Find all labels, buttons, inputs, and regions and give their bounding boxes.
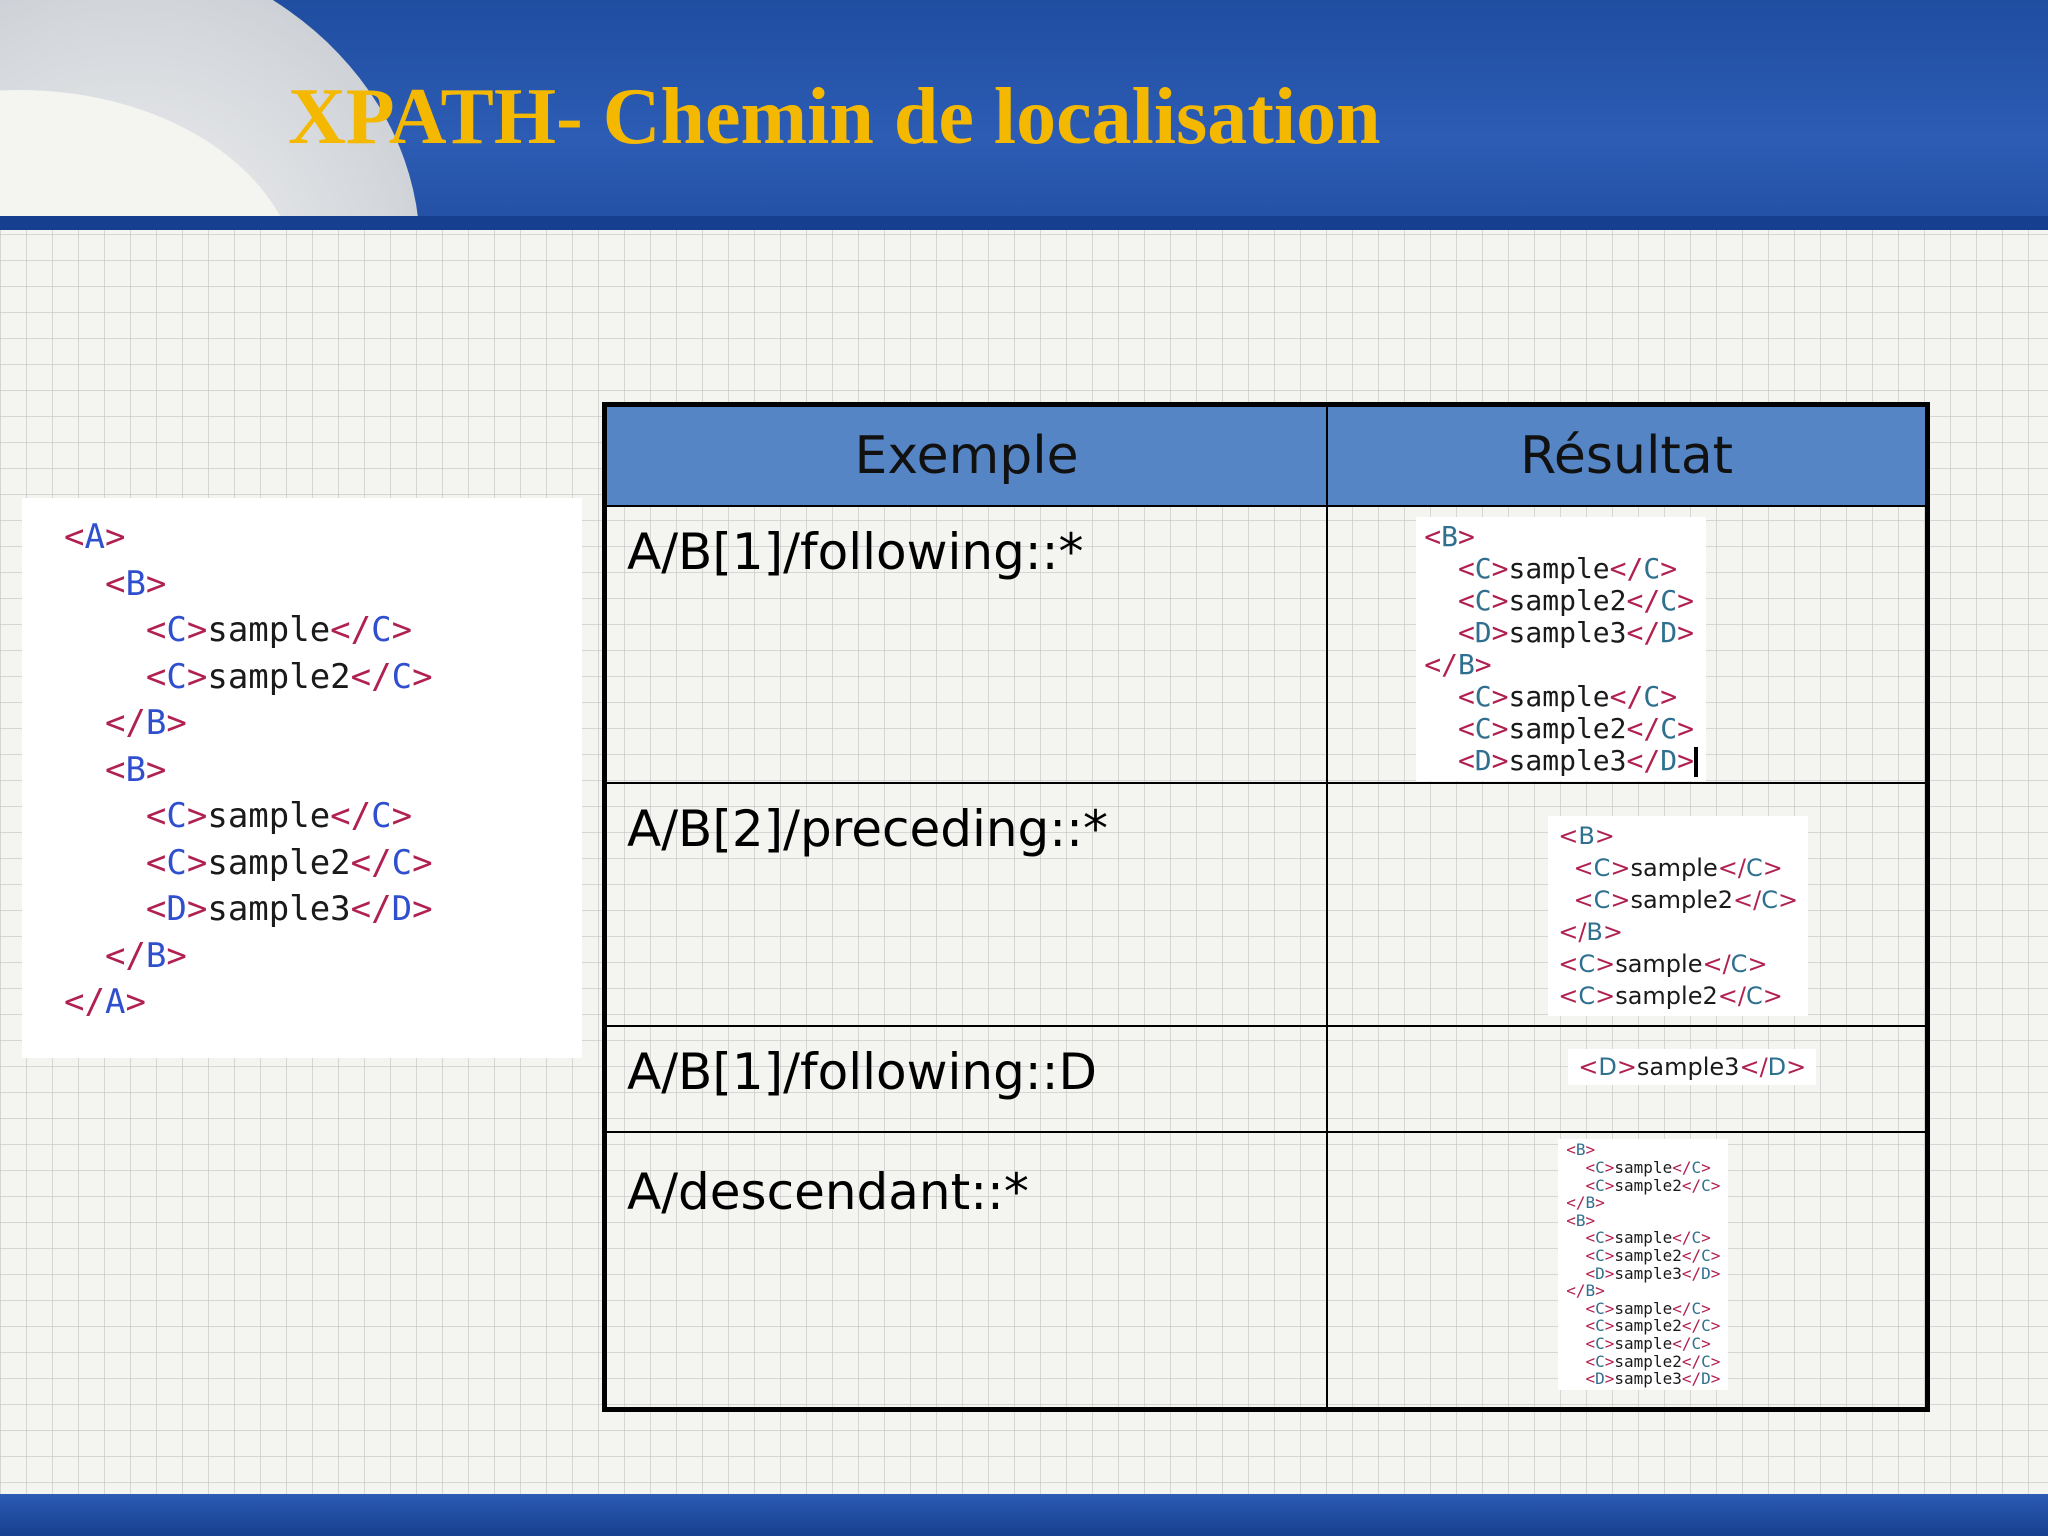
tag-bracket: > (1604, 1228, 1615, 1248)
xml-text: sample2 (207, 842, 351, 883)
tag-bracket: > (1602, 918, 1623, 947)
tag-bracket: > (1710, 1369, 1721, 1389)
xml-tag-name: A (104, 982, 126, 1022)
xml-tag-name: C (1691, 1158, 1702, 1177)
tag-bracket: < (1566, 1140, 1576, 1160)
table-row (605, 506, 1928, 783)
code-line (1566, 1370, 1720, 1388)
result-code (1568, 1049, 1816, 1085)
xml-tag-name: C (1595, 1158, 1605, 1177)
tag-bracket: > (1457, 520, 1475, 553)
code-line (1424, 585, 1698, 617)
xml-text: sample2 (1508, 712, 1627, 745)
tag-bracket: > (1595, 982, 1616, 1011)
tag-bracket: > (1474, 648, 1492, 681)
tag-bracket: </ (1681, 1245, 1702, 1265)
tag-bracket: </ (1626, 712, 1661, 745)
header-stripe (0, 216, 2048, 230)
tag-bracket: > (1604, 1158, 1615, 1177)
tag-bracket: > (1604, 1298, 1615, 1318)
tag-bracket: </ (1681, 1175, 1702, 1195)
result-code (1558, 1139, 1728, 1389)
tag-bracket: > (1610, 854, 1631, 883)
xml-tag-name: B (1575, 1210, 1586, 1230)
tag-bracket: < (145, 889, 167, 929)
xml-text: sample (1614, 1228, 1673, 1248)
xml-tag-name: D (1701, 1369, 1711, 1389)
code-line (1558, 980, 1798, 1012)
tag-bracket: > (1595, 950, 1616, 979)
tag-bracket: </ (1558, 918, 1587, 947)
tag-bracket: </ (104, 703, 146, 743)
xml-tag-name: C (1745, 854, 1763, 883)
code-line (1558, 884, 1798, 916)
tag-bracket: < (1558, 982, 1579, 1011)
xml-tag-name: C (391, 842, 413, 883)
tag-bracket: > (145, 563, 167, 604)
tag-bracket: > (1710, 1351, 1721, 1371)
tag-bracket: < (1585, 1228, 1596, 1248)
tag-bracket: > (1777, 886, 1799, 915)
code-line (1566, 1300, 1720, 1318)
code-line (1578, 1051, 1806, 1083)
tag-bracket: > (1491, 680, 1509, 713)
xml-tag-name: C (1595, 1333, 1605, 1353)
tag-bracket: < (145, 656, 167, 697)
xml-tag-name: C (1595, 1245, 1605, 1265)
code-line (1424, 649, 1698, 681)
tag-bracket: > (104, 517, 126, 557)
result-code (1548, 816, 1808, 1016)
tag-bracket: </ (330, 610, 372, 650)
code-line (1566, 1335, 1720, 1353)
tag-bracket: > (1710, 1245, 1721, 1265)
tag-bracket: > (1677, 712, 1694, 745)
xml-tag-name: B (1585, 1281, 1596, 1301)
xml-text: sample3 (1614, 1263, 1682, 1283)
code-line (64, 747, 582, 794)
code-line (1566, 1229, 1720, 1247)
xml-tag-name: C (1691, 1333, 1702, 1353)
tag-bracket: > (1595, 1193, 1605, 1213)
xml-tag-name: C (166, 796, 187, 836)
tag-bracket: < (145, 796, 167, 836)
xml-tag-name: D (1474, 616, 1492, 649)
xpath-examples-table (602, 402, 1930, 1412)
tag-bracket: < (1457, 584, 1475, 617)
xml-tag-name: C (1701, 1245, 1711, 1265)
tag-bracket: </ (1739, 1053, 1768, 1081)
tag-bracket: </ (104, 935, 146, 976)
tag-bracket: </ (1681, 1263, 1702, 1283)
xml-tag-name: C (371, 796, 392, 836)
header-exemple: Exemple (605, 405, 1328, 507)
code-line (64, 979, 582, 1026)
xml-tag-name: B (145, 935, 167, 976)
xml-tag-name: C (1593, 854, 1611, 883)
xml-tag-name: C (1701, 1316, 1711, 1336)
xml-tag-name: C (1595, 1175, 1605, 1195)
xml-text: sample2 (1630, 886, 1733, 915)
tag-bracket: > (186, 656, 208, 697)
tag-bracket: </ (330, 796, 372, 836)
xml-tag-name: C (1578, 982, 1596, 1011)
xml-tag-name: B (1457, 648, 1475, 681)
xml-tag-name: B (1441, 520, 1458, 553)
xml-text: sample2 (1508, 584, 1627, 617)
tag-bracket: </ (1681, 1369, 1702, 1389)
xpath-expression: A/descendant::* (605, 1132, 1328, 1409)
xml-text: sample3 (1636, 1053, 1740, 1081)
tag-bracket: > (1710, 1316, 1721, 1336)
tag-bracket: </ (1717, 982, 1746, 1011)
xml-tag-name: C (1643, 680, 1661, 713)
code-line (1558, 948, 1798, 980)
result-cell (1327, 1026, 1927, 1132)
tag-bracket: > (1701, 1298, 1711, 1318)
tag-bracket: </ (1566, 1281, 1586, 1301)
code-line (1424, 521, 1698, 553)
xml-tag-name: C (1595, 1228, 1605, 1248)
code-line (1566, 1353, 1720, 1371)
xml-tag-name: B (1585, 1193, 1596, 1213)
code-line (64, 607, 582, 654)
tag-bracket: < (1558, 822, 1579, 851)
tag-bracket: </ (1702, 950, 1731, 979)
xml-tag-name: D (1474, 744, 1492, 777)
tag-bracket: > (1604, 1351, 1615, 1371)
xml-text: sample2 (1614, 1175, 1682, 1195)
tag-bracket: > (1604, 1316, 1615, 1336)
tag-bracket: > (391, 610, 413, 650)
tag-bracket: > (1604, 1333, 1615, 1353)
tag-bracket: </ (350, 889, 392, 929)
xml-tag-name: C (1643, 552, 1661, 585)
tag-bracket: < (1457, 616, 1475, 649)
tag-bracket: < (1585, 1263, 1596, 1283)
tag-bracket: > (1491, 744, 1509, 777)
xml-tag-name: C (1595, 1351, 1605, 1371)
tag-bracket: > (412, 842, 433, 883)
tag-bracket: < (1585, 1333, 1596, 1353)
tag-bracket: > (1762, 982, 1783, 1011)
xml-text: sample3 (1508, 744, 1627, 777)
xml-tag-name: D (1598, 1053, 1617, 1081)
code-line (64, 654, 582, 701)
tag-bracket: </ (1717, 854, 1746, 883)
xml-text: sample (1508, 680, 1610, 713)
tag-bracket: > (166, 935, 187, 976)
tag-bracket: < (1424, 520, 1442, 553)
tag-bracket: > (1747, 950, 1768, 979)
xml-tag-name: C (1730, 950, 1748, 979)
tag-bracket: < (1585, 1298, 1596, 1318)
table-row (605, 1132, 1928, 1409)
tag-bracket: > (1595, 1281, 1605, 1301)
tag-bracket: < (1585, 1175, 1596, 1195)
header-resultat: Résultat (1327, 405, 1927, 507)
xml-tag-name: D (391, 889, 413, 929)
xml-tag-name: D (1595, 1369, 1605, 1389)
code-line (64, 700, 582, 747)
tag-bracket: < (1457, 744, 1475, 777)
xml-text: sample2 (1614, 1245, 1682, 1265)
tag-bracket: > (186, 889, 208, 929)
tag-bracket: > (391, 796, 413, 836)
xml-tag-name: C (1701, 1351, 1711, 1371)
tag-bracket: < (1573, 854, 1594, 883)
tag-bracket: > (1701, 1333, 1711, 1353)
tag-bracket: < (104, 563, 126, 604)
xml-text: sample3 (1508, 616, 1627, 649)
xml-tag-name: C (1595, 1316, 1605, 1336)
xml-text: sample (1614, 1298, 1673, 1318)
code-line (1566, 1194, 1720, 1212)
tag-bracket: > (1604, 1175, 1615, 1195)
xml-text: sample (207, 796, 331, 836)
tag-bracket: > (186, 842, 208, 883)
xml-tag-name: C (166, 842, 187, 883)
tag-bracket: > (1710, 1263, 1721, 1283)
tag-bracket: > (186, 610, 208, 650)
tag-bracket: < (1457, 552, 1475, 585)
xml-text: sample (1630, 854, 1718, 883)
tag-bracket: < (1578, 1053, 1599, 1081)
tag-bracket: </ (1424, 648, 1458, 681)
code-line (64, 793, 582, 840)
tag-bracket: </ (64, 982, 105, 1022)
code-line (1566, 1282, 1720, 1300)
tag-bracket: > (1594, 822, 1615, 851)
xml-text: sample (1614, 1158, 1673, 1177)
result-cell (1327, 783, 1927, 1026)
tag-bracket: < (1566, 1210, 1576, 1230)
tag-bracket: > (412, 889, 433, 929)
xml-text: sample2 (1615, 982, 1718, 1011)
code-line (64, 514, 582, 561)
tag-bracket: > (186, 796, 208, 836)
tag-bracket: </ (1609, 552, 1644, 585)
xpath-expression: A/B[1]/following::D (605, 1026, 1328, 1132)
code-line (1424, 553, 1698, 585)
xml-tag-name: C (1595, 1298, 1605, 1318)
tag-bracket: </ (1733, 886, 1762, 915)
code-line (1424, 713, 1698, 745)
tag-bracket: < (1585, 1158, 1596, 1177)
tag-bracket: </ (1681, 1351, 1702, 1371)
tag-bracket: > (1660, 680, 1678, 713)
tag-bracket: < (1558, 950, 1579, 979)
xml-tag-name: C (371, 610, 392, 650)
tag-bracket: </ (1672, 1158, 1692, 1177)
tag-bracket: > (1491, 616, 1509, 649)
tag-bracket: </ (1626, 616, 1661, 649)
tag-bracket: < (104, 749, 126, 790)
tag-bracket: > (1701, 1158, 1711, 1177)
tag-bracket: </ (1672, 1333, 1692, 1353)
tag-bracket: < (1585, 1316, 1596, 1336)
tag-bracket: > (1762, 854, 1783, 883)
xml-tag-name: D (1767, 1053, 1787, 1081)
xml-text: sample2 (1614, 1351, 1682, 1371)
tag-bracket: < (1457, 680, 1475, 713)
xml-tag-name: C (1761, 886, 1778, 915)
xml-tag-name: C (1474, 584, 1492, 617)
xml-tag-name: C (166, 610, 187, 650)
xml-tag-name: D (166, 889, 187, 929)
slide-title: XPATH- Chemin de localisation (288, 73, 1381, 161)
xml-text: sample2 (1614, 1316, 1682, 1336)
tag-bracket: </ (1672, 1228, 1692, 1248)
tag-bracket: < (64, 517, 85, 557)
source-xml-panel (22, 498, 582, 1058)
tag-bracket: </ (1609, 680, 1644, 713)
tag-bracket: > (1616, 1053, 1637, 1081)
tag-bracket: > (1491, 584, 1509, 617)
tag-bracket: </ (1626, 744, 1661, 777)
xml-text: sample (1614, 1333, 1673, 1353)
tag-bracket: > (1786, 1053, 1807, 1081)
xml-text: sample (207, 610, 331, 650)
tag-bracket: > (1701, 1228, 1711, 1248)
tag-bracket: > (166, 703, 187, 743)
tag-bracket: > (145, 749, 167, 790)
code-line (1558, 916, 1798, 948)
table-header-row (605, 405, 1928, 507)
xml-tag-name: C (1691, 1228, 1702, 1248)
code-line (1566, 1265, 1720, 1283)
xml-tag-name: C (1745, 982, 1763, 1011)
code-line (1566, 1177, 1720, 1195)
tag-bracket: </ (350, 656, 392, 697)
result-code (1416, 517, 1706, 781)
tag-bracket: > (1710, 1175, 1721, 1195)
tag-bracket: < (1573, 886, 1594, 915)
tag-bracket: > (1604, 1263, 1615, 1283)
xml-tag-name: B (145, 703, 167, 743)
table-row (605, 783, 1928, 1026)
table-row (605, 1026, 1928, 1132)
xml-tag-name: D (1701, 1263, 1711, 1283)
xml-tag-name: C (1691, 1298, 1702, 1318)
xml-tag-name: B (1578, 822, 1595, 851)
tag-bracket: > (1660, 552, 1678, 585)
xml-tag-name: A (84, 517, 105, 557)
xml-tag-name: C (1593, 886, 1611, 915)
xml-tag-name: C (391, 656, 413, 697)
code-line (1558, 852, 1798, 884)
tag-bracket: > (1604, 1245, 1615, 1265)
text-cursor (1694, 747, 1698, 777)
xml-tag-name: D (1660, 744, 1678, 777)
tag-bracket: > (1604, 1369, 1615, 1389)
xml-tag-name: B (125, 749, 146, 790)
tag-bracket: < (1585, 1245, 1596, 1265)
tag-bracket: < (1585, 1351, 1596, 1371)
xml-tag-name: C (1474, 680, 1492, 713)
tag-bracket: > (1585, 1140, 1596, 1160)
xml-tag-name: C (1578, 950, 1596, 979)
code-line (1566, 1141, 1720, 1159)
code-line (64, 840, 582, 887)
code-line (1558, 820, 1798, 852)
tag-bracket: < (145, 610, 167, 650)
code-line (1424, 681, 1698, 713)
tag-bracket: </ (1566, 1193, 1586, 1213)
xpath-expression: A/B[1]/following::* (605, 506, 1328, 783)
code-line (1424, 745, 1698, 777)
xml-tag-name: D (1660, 616, 1678, 649)
tag-bracket: > (1585, 1210, 1596, 1230)
xml-tag-name: B (1586, 918, 1603, 947)
tag-bracket: > (1677, 744, 1694, 777)
tag-bracket: > (1610, 886, 1631, 915)
xml-text: sample (1615, 950, 1703, 979)
tag-bracket: </ (350, 842, 392, 883)
tag-bracket: </ (1672, 1298, 1692, 1318)
xml-text: sample (1508, 552, 1610, 585)
footer-band (0, 1494, 2048, 1536)
tag-bracket: </ (1626, 584, 1661, 617)
xml-tag-name: D (1595, 1263, 1605, 1283)
code-line (1566, 1212, 1720, 1230)
result-cell (1327, 506, 1927, 783)
xml-tag-name: C (1701, 1175, 1711, 1195)
xml-text: sample3 (207, 889, 351, 929)
xml-tag-name: C (166, 656, 187, 697)
code-line (64, 886, 582, 933)
code-line (64, 933, 582, 980)
tag-bracket: </ (1681, 1316, 1702, 1336)
xml-tag-name: B (125, 563, 146, 604)
tag-bracket: > (1491, 552, 1509, 585)
code-line (1566, 1159, 1720, 1177)
tag-bracket: < (1457, 712, 1475, 745)
tag-bracket: > (412, 656, 433, 697)
tag-bracket: > (1491, 712, 1509, 745)
tag-bracket: < (1585, 1369, 1596, 1389)
xpath-expression: A/B[2]/preceding::* (605, 783, 1328, 1026)
xml-tag-name: B (1575, 1140, 1586, 1160)
xml-tag-name: C (1474, 552, 1492, 585)
tag-bracket: > (1677, 584, 1694, 617)
code-line (1566, 1247, 1720, 1265)
xml-tag-name: C (1660, 712, 1678, 745)
tag-bracket: < (145, 842, 167, 883)
code-line (64, 561, 582, 608)
xml-text: sample3 (1614, 1369, 1682, 1389)
code-line (1566, 1317, 1720, 1335)
result-cell (1327, 1132, 1927, 1409)
xml-text: sample2 (207, 656, 351, 697)
xml-tag-name: C (1474, 712, 1492, 745)
xml-tag-name: C (1660, 584, 1678, 617)
tag-bracket: > (1677, 616, 1694, 649)
code-line (1424, 617, 1698, 649)
tag-bracket: > (125, 982, 146, 1022)
